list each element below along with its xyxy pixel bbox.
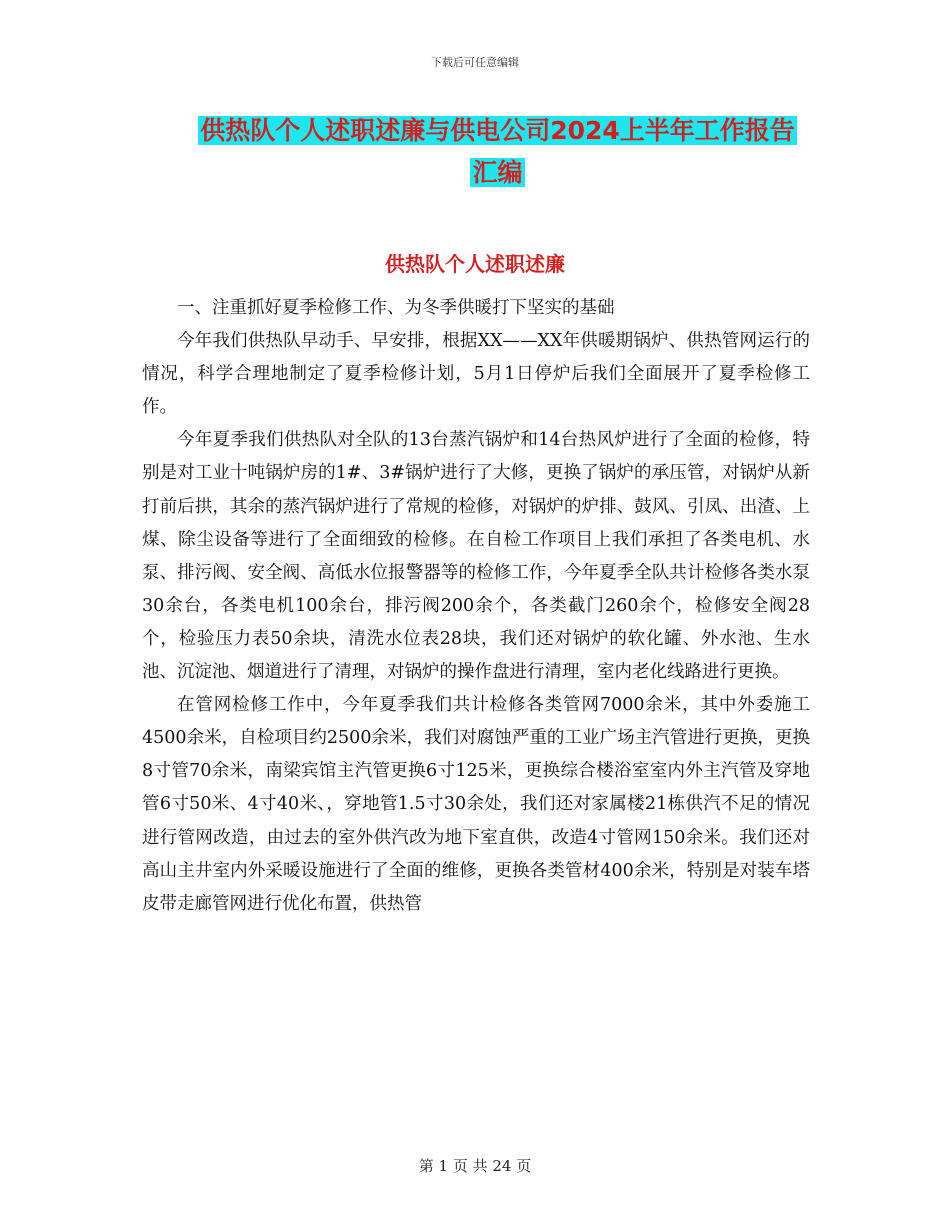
page-footer: 第 1 页 共 24 页 bbox=[418, 1157, 532, 1175]
document-title-line2: 汇编 bbox=[472, 158, 523, 187]
body-text bbox=[142, 292, 810, 921]
header-note: 下载后可任意编辑 bbox=[431, 56, 519, 69]
paragraph: 今年我们供热队早动手、早安排，根据XX——XX年供暖期锅炉、供热管网运行的情况，科学合理地制定了夏季检修计划，5月1日停炉后我们全面展开了夏季检修工作。 bbox=[142, 331, 810, 418]
document-title bbox=[140, 110, 855, 194]
section-title: 供热队个人述职述廉 bbox=[385, 252, 565, 276]
document-title-line1: 供热队个人述职述廉与供电公司2024上半年工作报告 bbox=[200, 116, 795, 145]
paragraph-heading: 一、注重抓好夏季检修工作、为冬季供暖打下坚实的基础 bbox=[177, 298, 615, 318]
paragraph: 在管网检修工作中，今年夏季我们共计检修各类管网7000余米，其中外委施工4500余米，自检项目约2500余米，我们对腐蚀严重的工业广场主汽管进行更换，更换8寸管70余米，南梁宾馆主汽管更换6寸125米，更换综合楼浴室室内外主汽管及穿地管6寸50米、4寸40米、，穿地管1.5寸30余处，我们还对家属楼21栋供汽不足的情况进行管网改造，由过去的室外供汽改为地下室直供，改造4寸管网150余米。我们还对高山主井室内外采暖设施进行了全面的维修，更换各类管材400余米，特别是对装车塔皮带走廊管网进行优化布置，供热管 bbox=[142, 695, 810, 914]
paragraph: 今年夏季我们供热队对全队的13台蒸汽锅炉和14台热风炉进行了全面的检修，特别是对工业十吨锅炉房的1#、3#锅炉进行了大修，更换了锅炉的承压管，对锅炉从新打前后拱，其余的蒸汽锅炉进行了常规的检修，对锅炉的炉排、鼓风、引凤、出渣、上煤、除尘设备等进行了全面细致的检修。在自检工作项目上我们承担了各类电机、水泵、排污阀、安全阀、高低水位报警器等的检修工作，今年夏季全队共计检修各类水泵30余台，各类电机100余台，排污阀200余个，各类截门260余个，检修安全阀28个，检验压力表50余块，清洗水位表28块，我们还对锅炉的软化罐、外水池、生水池、沉淀池、烟道进行了清理，对锅炉的操作盘进行清理，室内老化线路进行更换。 bbox=[142, 430, 810, 683]
